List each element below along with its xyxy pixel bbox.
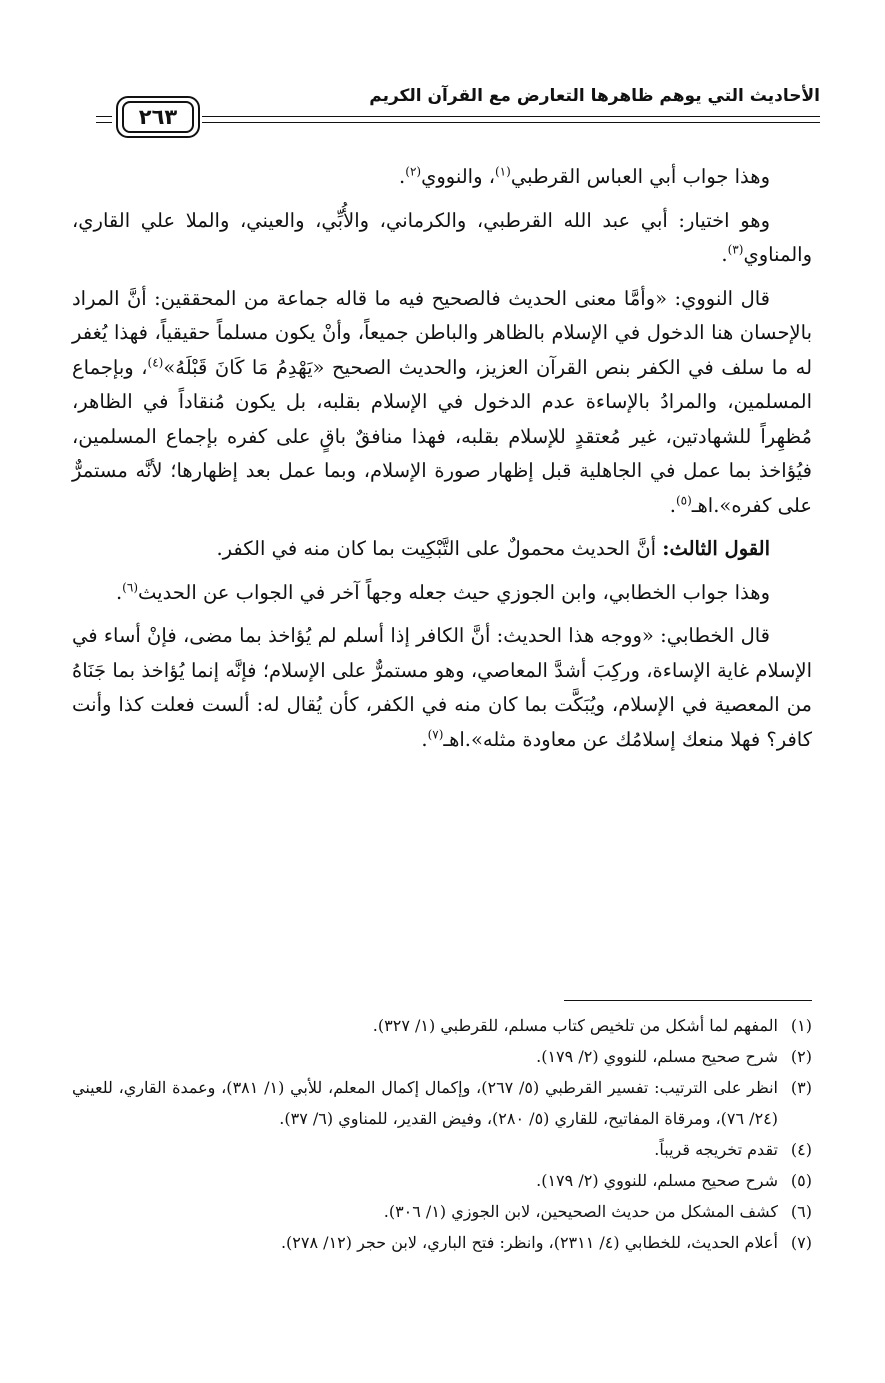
page-header <box>96 78 820 134</box>
footnote-separator <box>564 1000 812 1001</box>
paragraph: وهذا جواب الخطابي، وابن الجوزي حيث جعله وجهاً آخر في الجواب عن الحديث$^{(٦)}$. <box>115 580 770 604</box>
footnote-ref: (٣) <box>727 242 744 257</box>
paragraph: قال النووي: «وأمَّا معنى الحديث فالصحيح فيه ما قاله جماعة من المحققين: أنَّ المراد بالإحسان هنا الدخول في الإسلام بالظاهر والباطن جميعاً، وأنْ يكون مسلماً حقيقياً، فهذا يُغفر له ما سلف في الكفر بنص القرآن العزيز، والحديث الصحيح «يَهْدِمُ مَا كَانَ قَبْلَهُ»$^{(٤)}$، وبإجماع المسلمين، والمرادُ بالإساءة عدم الدخول في الإسلام بقلبه، بل يكون مُنقاداً في الظاهر، مُظهِراً للشهادتين، غير مُعتقدٍ للإسلام بقلبه، فهذا منافقٌ باقٍ على كفره بإجماع المسلمين، فيُؤاخذ بما عمل في الجاهلية قبل إظهار صورة الإسلام، وبما عمل بعد إظهارها؛ لأنَّه مستمرٌّ على كفره».اهـ$^{(٥)}$. <box>72 286 813 517</box>
footnote: (٦) كشف المشكل من حديث الصحيحين، لابن الجوزي (١/ ٣٠٦). <box>383 1202 812 1221</box>
footnote-ref: (٥) <box>675 493 692 507</box>
paragraph: وهو اختيار: أبي عبد الله القرطبي، والكرماني، والأُبِّي، والعيني، والملا علي القاري، والمناوي$^{(٣)}$. <box>72 208 812 266</box>
header-rule <box>96 122 112 123</box>
footnote-ref: (١) <box>494 164 511 179</box>
footnote: (٤) تقدم تخريجه قريباً. <box>654 1140 812 1159</box>
footnote-ref: (٦) <box>122 580 138 594</box>
paragraph: القول الثالث: أنَّ الحديث محمولٌ على التَّبْكِيت بما كان منه في الكفر. <box>216 537 770 560</box>
page-number-frame <box>116 96 200 138</box>
footnote-ref: (٢) <box>405 164 422 179</box>
paragraph: وهذا جواب أبي العباس القرطبي$^{(١)}$، والنووي$^{(٢)}$. <box>399 164 770 188</box>
header-rule <box>96 116 112 117</box>
paragraph: قال الخطابي: «ووجه هذا الحديث: أنَّ الكافر إذا أسلم لم يُؤاخذ بما مضى، فإنْ أساء في الإسلام غاية الإساءة، وركِبَ أشدَّ المعاصي، وهو مستمرٌّ على الإسلام؛ فإنَّه إنما يُؤاخذ بما جَنَاهُ من المعصية في الإسلام، ويُبَكَّت بما كان منه في الكفر، كأن يُقال له: ألست فعلت كذا وأنت كافر؟ فهلا منعك إسلامُك عن معاودة مثله».اهـ$^{(٧)}$. <box>72 624 812 751</box>
footnote: (٢) شرح صحيح مسلم، للنووي (٢/ ١٧٩). <box>536 1047 812 1066</box>
footnote: (٥) شرح صحيح مسلم، للنووي (٢/ ١٧٩). <box>536 1171 812 1190</box>
running-title: الأحاديث التي يوهم ظاهرها التعارض مع القرآن الكريم <box>369 86 820 106</box>
section-heading: القول الثالث: <box>662 537 770 560</box>
page-number: ٢٦٣ <box>138 104 178 129</box>
footnote: (١) المفهم لما أشكل من تلخيص كتاب مسلم، للقرطبي (١/ ٣٢٧). <box>372 1016 812 1035</box>
footnote: (٧) أعلام الحديث، للخطابي (٤/ ٢٣١١)، وانظر: فتح الباري، لابن حجر (١٢/ ٢٧٨). <box>280 1233 812 1252</box>
header-rule <box>202 116 820 117</box>
footnote-ref: (٧) <box>427 727 444 741</box>
footnote: (٣) انظر على الترتيب: تفسير القرطبي (٥/ ٢٦٧)، وإكمال إكمال المعلم، للأبي (١/ ٣٨١)، وعمدة القاري، للعيني (٢٤/ ٧٦)، ومرقاة المفاتيح، للقاري (٥/ ٢٨٠)، وفيض القدير، للمناوي (٦/ ٣٧). <box>72 1078 812 1128</box>
header-rule <box>202 122 820 123</box>
main-text <box>72 160 812 766</box>
footnote-ref: (٤) <box>147 355 164 369</box>
